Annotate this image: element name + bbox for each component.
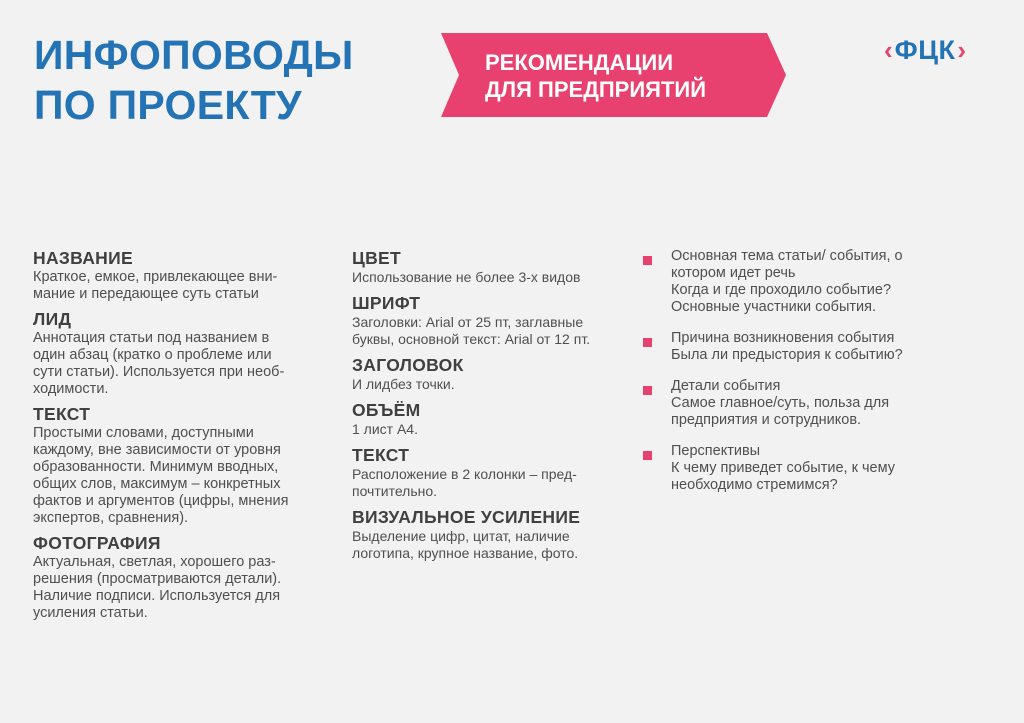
ribbon-line-1: РЕКОМЕНДАЦИИ xyxy=(485,50,674,75)
body-line: буквы, основной текст: Arial от 12 пт. xyxy=(352,331,591,347)
body-line: сути статьи). Используется при необ- xyxy=(33,364,285,380)
bullet-text xyxy=(671,330,903,364)
section-body xyxy=(33,425,333,527)
page-title-line-2: ПО ПРОЕКТУ xyxy=(34,82,302,128)
body-line: Наличие подписи. Используется для xyxy=(33,588,281,604)
section-heading: ОБЪЁМ xyxy=(352,400,421,420)
body-line: мание и передающее суть статьи xyxy=(33,286,259,302)
body-line: Использование не более 3-х видов xyxy=(352,269,581,285)
section-heading: ШРИФТ xyxy=(352,293,421,313)
section-heading: НАЗВАНИЕ xyxy=(33,248,133,268)
body-line: Аннотация статьи под названием в xyxy=(33,330,270,346)
bullet-line: Когда и где проходило событие? xyxy=(671,282,892,298)
column-format-guidelines xyxy=(352,248,632,569)
ribbon-line-2: ДЛЯ ПРЕДПРИЯТИЙ xyxy=(485,77,707,102)
ribbon-text xyxy=(485,49,706,103)
bullet-line: К чему приведет событие, к чему xyxy=(671,460,895,476)
bullet-line: Основные участники события. xyxy=(671,299,876,315)
section-photo xyxy=(33,533,333,622)
bullet-line: Причина возникновения события xyxy=(671,330,895,346)
section-font xyxy=(352,293,632,348)
section-text-layout xyxy=(352,445,632,500)
body-line: общих слов, максимум – конкретных xyxy=(33,476,281,492)
square-bullet-icon xyxy=(643,256,652,265)
section-heading: ТЕКСТ xyxy=(352,445,410,465)
bullet-text xyxy=(671,248,903,316)
section-body xyxy=(352,376,632,393)
list-item xyxy=(643,378,963,429)
body-line: образованности. Минимум вводных, xyxy=(33,459,279,475)
section-heading: ТЕКСТ xyxy=(33,404,91,424)
page-title xyxy=(34,30,354,130)
bullet-line: необходимо стремимся? xyxy=(671,477,838,493)
section-volume xyxy=(352,400,632,438)
section-heading: ЦВЕТ xyxy=(352,248,401,268)
section-body xyxy=(352,528,632,562)
column-content-guidelines xyxy=(33,248,333,628)
bullet-text xyxy=(671,378,889,429)
bullet-line: Перспективы xyxy=(671,443,761,459)
body-line: почтительно. xyxy=(352,483,438,499)
body-line: Краткое, емкое, привлекающее вни- xyxy=(33,269,278,285)
body-line: 1 лист А4. xyxy=(352,421,418,437)
logo-chevron-left-icon: ‹ xyxy=(884,35,893,65)
body-line: фактов и аргументов (цифры, мнения xyxy=(33,493,289,509)
section-body xyxy=(352,269,632,286)
recommendations-ribbon xyxy=(441,33,786,117)
section-lead xyxy=(33,309,333,398)
section-heading: ЛИД xyxy=(33,309,72,329)
body-line: решения (просматриваются детали). xyxy=(33,571,282,587)
body-line: Выделение цифр, цитат, наличие xyxy=(352,528,570,544)
section-text xyxy=(33,404,333,527)
bullet-line: Основная тема статьи/ события, о xyxy=(671,248,903,264)
bullet-line: Была ли предыстория к событию? xyxy=(671,347,903,363)
body-line: усиления статьи. xyxy=(33,605,148,621)
section-color xyxy=(352,248,632,286)
bullet-line: Самое главное/суть, польза для xyxy=(671,395,890,411)
list-item xyxy=(643,248,963,316)
bullet-text xyxy=(671,443,895,494)
square-bullet-icon xyxy=(643,338,652,347)
section-body xyxy=(33,330,333,398)
logo-text: ФЦК xyxy=(894,35,956,65)
fck-logo xyxy=(884,34,992,66)
section-heading: ВИЗУАЛЬНОЕ УСИЛЕНИЕ xyxy=(352,507,581,527)
body-line: Заголовки: Arial от 25 пт, заглавные xyxy=(352,314,584,330)
body-line: Расположение в 2 колонки – пред- xyxy=(352,466,577,482)
square-bullet-icon xyxy=(643,386,652,395)
section-heading: ЗАГОЛОВОК xyxy=(352,355,464,375)
list-item xyxy=(643,443,963,494)
body-line: каждому, вне зависимости от уровня xyxy=(33,442,281,458)
section-body xyxy=(33,554,333,622)
square-bullet-icon xyxy=(643,451,652,460)
logo-chevron-right-icon: › xyxy=(957,35,967,65)
bullet-line: котором идет речь xyxy=(671,265,796,281)
body-line: Простыми словами, доступными xyxy=(33,425,254,441)
body-line: Актуальная, светлая, хорошего раз- xyxy=(33,554,276,570)
body-line: логотипа, крупное название, фото. xyxy=(352,545,579,561)
list-item xyxy=(643,330,963,364)
section-body xyxy=(352,466,632,500)
page-title-line-1: ИНФОПОВОДЫ xyxy=(34,32,354,78)
body-line: ходимости. xyxy=(33,381,109,397)
body-line: экспертов, сравнения). xyxy=(33,510,189,526)
section-body xyxy=(33,269,333,303)
section-body xyxy=(352,421,632,438)
section-heading: ФОТОГРАФИЯ xyxy=(33,533,161,553)
section-headline xyxy=(352,355,632,393)
section-name xyxy=(33,248,333,303)
body-line: И лидбез точки. xyxy=(352,376,455,392)
bullet-line: Детали события xyxy=(671,378,781,394)
body-line: один абзац (кратко о проблеме или xyxy=(33,347,272,363)
section-visual-emphasis xyxy=(352,507,632,562)
column-questions xyxy=(643,248,963,508)
section-body xyxy=(352,314,632,348)
bullet-line: предприятия и сотрудников. xyxy=(671,412,862,428)
